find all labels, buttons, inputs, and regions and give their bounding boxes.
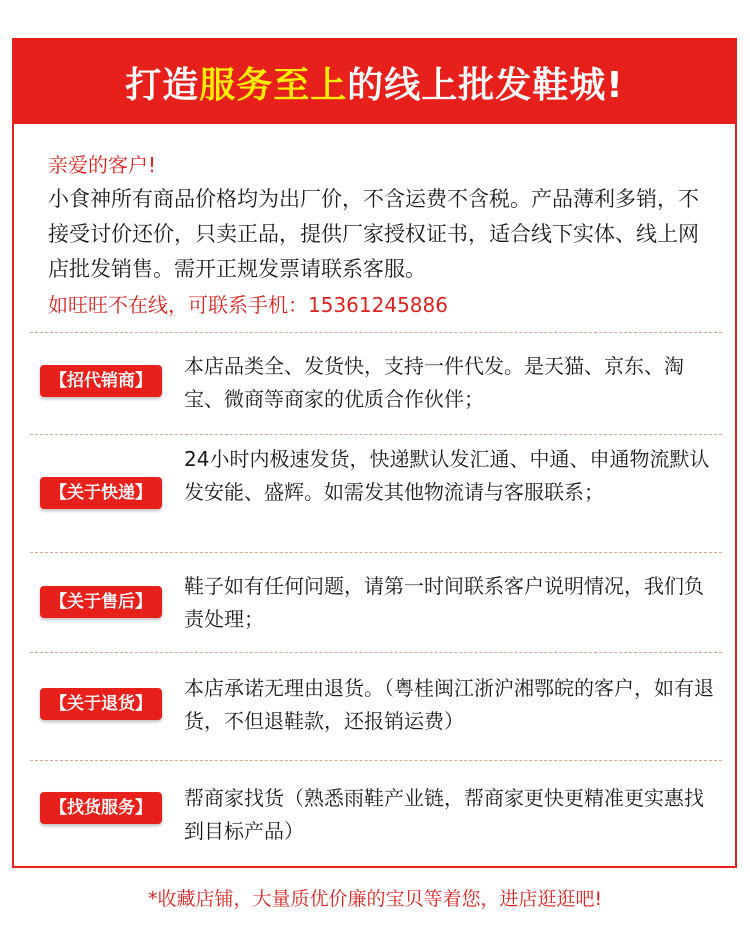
text-aftersales: 鞋子如有任何问题，请第一时间联系客户说明情况，我们负责处理； <box>184 574 704 631</box>
info-panel <box>12 38 737 868</box>
banner-text-highlight: 服务至上 <box>199 64 348 106</box>
contact-line: 如旺旺不在线，可联系手机：15361245886 <box>48 293 448 317</box>
banner-text-pre: 打造 <box>125 64 200 106</box>
text-shipping: 24小时内极速发货，快递默认发汇通、中通、申通物流默认发安能、盛辉。如需发其他物流请与客服联系； <box>184 447 710 504</box>
section-sourcing <box>14 760 735 866</box>
greeting: 亲爱的客户! <box>48 153 157 177</box>
section-agents <box>14 332 735 434</box>
tag-shipping: 【关于快递】 <box>40 477 162 509</box>
tag-returns: 【关于退货】 <box>40 688 162 720</box>
header-banner <box>14 40 735 124</box>
intro-block <box>48 148 718 323</box>
tag-sourcing: 【找货服务】 <box>40 792 162 824</box>
tag-aftersales: 【关于售后】 <box>40 586 162 618</box>
section-returns <box>14 652 735 760</box>
banner-text-post: 的线上批发鞋城! <box>347 64 624 106</box>
tag-agents: 【招代销商】 <box>40 365 162 397</box>
section-shipping <box>14 434 735 552</box>
section-aftersales <box>14 552 735 652</box>
text-sourcing: 帮商家找货（熟悉雨鞋产业链，帮商家更快更精准更实惠找到目标产品） <box>184 786 704 843</box>
footer-note: *收藏店铺，大量质优价廉的宝贝等着您，进店逛逛吧! <box>147 888 603 910</box>
text-returns: 本店承诺无理由退货。（粤桂闽江浙沪湘鄂皖的客户，如有退货，不但退鞋款，还报销运费） <box>184 676 714 733</box>
intro-body: 小食神所有商品价格均为出厂价，不含运费不含税。产品薄利多销，不接受讨价还价，只卖正品，提供厂家授权证书，适合线下实体、线上网店批发销售。需开正规发票请联系客服。 <box>48 187 699 281</box>
text-agents: 本店品类全、发货快，支持一件代发。是天猫、京东、淘宝、微商等商家的优质合作伙伴； <box>184 354 684 411</box>
